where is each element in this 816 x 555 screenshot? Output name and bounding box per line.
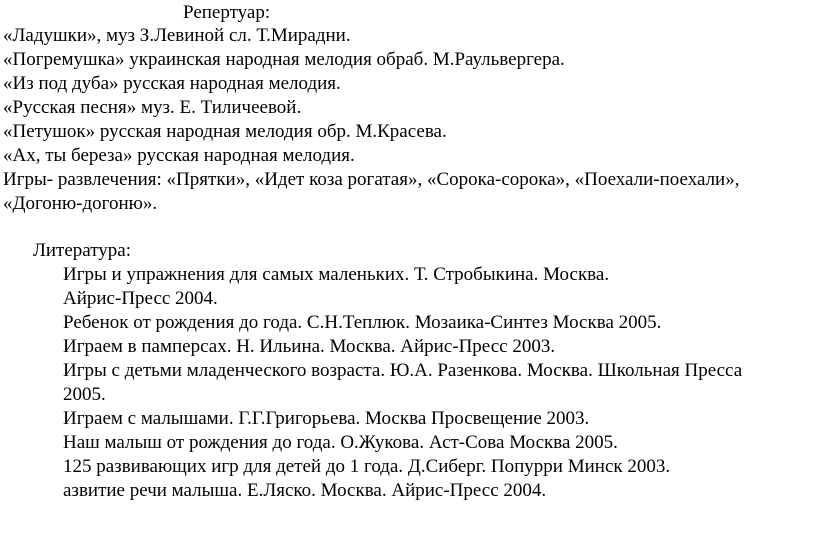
repertoire-title: Репертуар: — [183, 2, 271, 23]
literature-item: Айрис-Пресс 2004. — [63, 288, 218, 309]
literature-item: Игры и упражнения для самых маленьких. Т. Стробыкина. Москва. — [63, 264, 610, 285]
repertoire-games-line: Игры- развлечения: «Прятки», «Идет коза рогатая», «Сорока-сорока», «Поехали-поехали», — [3, 169, 740, 190]
repertoire-item: «Русская песня» муз. Е. Тиличеевой. — [3, 97, 302, 118]
literature-item: 125 развивающих игр для детей до 1 года. Д.Сиберг. Попурри Минск 2003. — [63, 456, 671, 477]
repertoire-item: «Из под дуба» русская народная мелодия. — [3, 73, 341, 94]
literature-item: Играем в памперсах. Н. Ильина. Москва. Айрис-Пресс 2003. — [63, 336, 556, 357]
repertoire-games-line: «Догоню-догоню». — [3, 193, 158, 214]
literature-item: Играем с малышами. Г.Г.Григорьева. Москва Просвещение 2003. — [63, 408, 590, 429]
literature-item: Ребенок от рождения до года. С.Н.Теплюк. Мозаика-Синтез Москва 2005. — [63, 312, 662, 333]
repertoire-item: «Погремушка» украинская народная мелодия обраб. М.Раульвергера. — [3, 49, 565, 70]
literature-heading: Литература: — [33, 240, 131, 261]
literature-item: Игры с детьми младенческого возраста. Ю.А. Разенкова. Москва. Школьная Пресса — [63, 360, 743, 381]
repertoire-item: «Ладушки», муз З.Левиной сл. Т.Мирадни. — [3, 25, 351, 46]
repertoire-item: «Петушок» русская народная мелодия обр. М.Красева. — [3, 121, 447, 142]
literature-item: 2005. — [63, 384, 106, 405]
repertoire-item: «Ах, ты береза» русская народная мелодия. — [3, 145, 355, 166]
literature-item: Наш малыш от рождения до года. О.Жукова. Аст-Сова Москва 2005. — [63, 432, 618, 453]
literature-item: азвитие речи малыша. Е.Ляско. Москва. Айрис-Пресс 2004. — [63, 480, 547, 501]
